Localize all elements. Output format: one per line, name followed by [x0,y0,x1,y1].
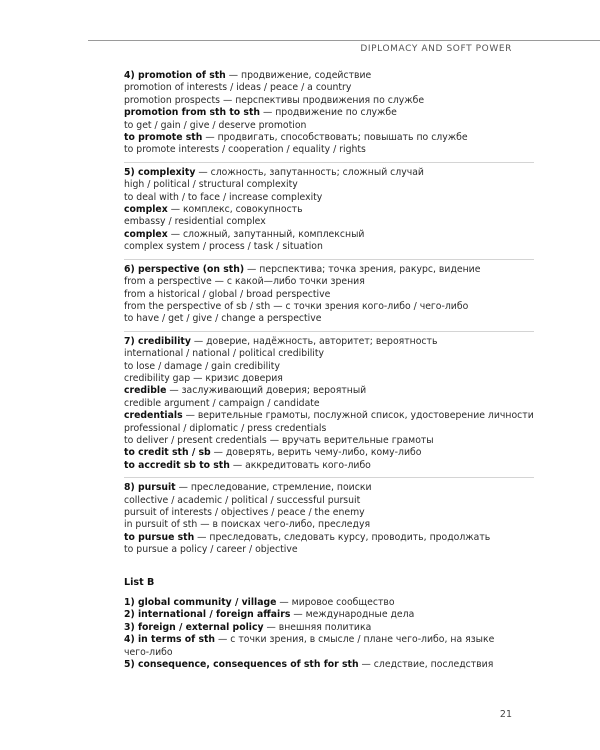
entry-term: complex [124,228,168,240]
entry-term: 7) credibility [124,335,191,347]
vocabulary-blocks [124,70,534,557]
entry-line [124,423,534,435]
entry-text: — сложность, запутанность; сложный случай [195,166,424,178]
entry-text: чего-либо [124,646,173,658]
entry-text: — верительные грамоты, послужной список, удостоверение личности [182,410,534,422]
list-b-entries [124,597,534,671]
entry-text: from a perspective — с какой—либо точки зрения [124,276,365,288]
vocabulary-entry-block [124,259,534,326]
vocabulary-content [124,70,534,671]
entry-line [124,132,534,144]
entry-text: promotion prospects — перспективы продвижения по службе [124,94,425,106]
entry-term: credible [124,385,167,397]
entry-text: collective / academic / political / successful pursuit [124,494,361,506]
entry-term: to promote sth [124,132,203,144]
entry-text: from a historical / global / broad perspective [124,288,331,300]
entry-term: 5) complexity [124,166,196,178]
entry-text: — следствие, последствия [358,659,494,671]
entry-text: — продвигать, способствовать; повышать по службе [202,132,468,144]
entry-line [124,167,534,179]
entry-line [124,435,534,447]
list-b-title: List B [124,576,155,588]
entry-text: high / political / structural complexity [124,179,298,191]
entry-line [124,107,534,119]
entry-line [124,179,534,191]
entry-text: international / national / political credibility [124,348,325,360]
entry-line [124,82,534,94]
entry-text: — внешняя политика [263,621,372,633]
entry-text: complex system / process / task / situation [124,241,323,253]
entry-text: — аккредитовать кого-либо [229,459,371,471]
entry-line [124,634,534,646]
entry-line [124,276,534,288]
entry-line [124,216,534,228]
entry-line [124,532,534,544]
entry-line [124,192,534,204]
entry-text: — перспектива; точка зрения, ракурс, видение [244,263,481,275]
entry-term: 8) pursuit [124,482,176,494]
entry-text: professional / diplomatic / press credentials [124,422,327,434]
entry-text: — заслуживающий доверия; вероятный [166,385,367,397]
entry-term: credentials [124,410,183,422]
entry-line [124,204,534,216]
entry-text: to lose / damage / gain credibility [124,360,280,372]
entry-term: 1) global community / village [124,597,277,609]
entry-line [124,460,534,472]
entry-line [124,519,534,531]
running-header: DIPLOMACY AND SOFT POWER [360,44,512,54]
entry-term: promotion from sth to sth [124,107,261,119]
entry-text: to promote interests / cooperation / equality / rights [124,144,366,156]
entry-line [124,361,534,373]
entry-line [124,301,534,313]
entry-text: — сложный, запутанный, комплексный [167,228,365,240]
entry-text: — продвижение, содействие [225,70,372,81]
vocabulary-entry-block [124,162,534,254]
entry-text: pursuit of interests / objectives / peace / the enemy [124,507,365,518]
entry-text: to deliver / present credentials — вручать верительные грамоты [124,434,434,446]
entry-line [124,336,534,348]
header-rule [88,40,600,41]
entry-line [124,348,534,360]
entry-term: to accredit sb to sth [124,459,230,471]
page-number: 21 [499,709,512,720]
entry-text: in pursuit of sth — в поисках чего-либо, преследуя [124,519,371,531]
entry-term: to pursue sth [124,531,195,543]
entry-line [124,120,534,132]
entry-line [124,398,534,410]
entry-text: from the perspective of sb / sth — с точки зрения кого-либо / чего-либо [124,300,469,312]
entry-line [124,289,534,301]
entry-text: — международные дела [290,609,415,621]
entry-line [124,482,534,494]
entry-line [124,544,534,556]
entry-text: to get / gain / give / deserve promotion [124,119,307,131]
entry-line [124,410,534,422]
entry-line [124,264,534,276]
entry-term: 4) in terms of sth [124,634,216,646]
entry-text: — доверие, надёжность, авторитет; вероятность [190,335,438,347]
entry-term: 5) consequence, consequences of sth for sth [124,659,359,671]
entry-line [124,447,534,459]
entry-line [124,313,534,325]
entry-term: to credit sth / sb [124,447,211,459]
entry-text: to pursue a policy / career / objective [124,544,298,556]
entry-line [124,229,534,241]
entry-term: 2) international / foreign affairs [124,609,291,621]
entry-term: 3) foreign / external policy [124,621,264,633]
entry-line [124,507,534,519]
entry-term: 6) perspective (on sth) [124,263,245,275]
entry-line [124,373,534,385]
entry-text: embassy / residential complex [124,216,266,228]
vocabulary-entry-block [124,477,534,556]
entry-text: credibility gap — кризис доверия [124,372,283,384]
entry-text: promotion of interests / ideas / peace / a country [124,82,352,94]
entry-text: — доверять, верить чему-либо, кому-либо [210,447,422,459]
entry-line [124,495,534,507]
entry-line [124,659,534,671]
vocabulary-entry-block [124,70,534,157]
entry-line [124,241,534,253]
entry-term: 4) promotion of sth [124,70,226,81]
entry-text: — с точки зрения, в смысле / плане чего-либо, на языке [215,634,495,646]
entry-text: — преследование, стремление, поиски [175,482,372,494]
entry-text: to deal with / to face / increase complexity [124,191,323,203]
entry-line [124,597,534,609]
entry-line [124,647,534,659]
vocabulary-entry-block [124,331,534,472]
entry-text: credible argument / campaign / candidate [124,397,320,409]
entry-text: — продвижение по службе [260,107,397,119]
entry-text: — преследовать, следовать курсу, проводить, продолжать [194,531,491,543]
entry-line [124,95,534,107]
entry-line [124,70,534,82]
entry-line [124,609,534,621]
entry-text: — мировое сообщество [276,597,395,609]
entry-line [124,144,534,156]
entry-term: complex [124,204,168,216]
entry-line [124,385,534,397]
entry-text: to have / get / give / change a perspective [124,313,322,325]
entry-text: — комплекс, совокупность [167,204,303,216]
entry-line [124,622,534,634]
